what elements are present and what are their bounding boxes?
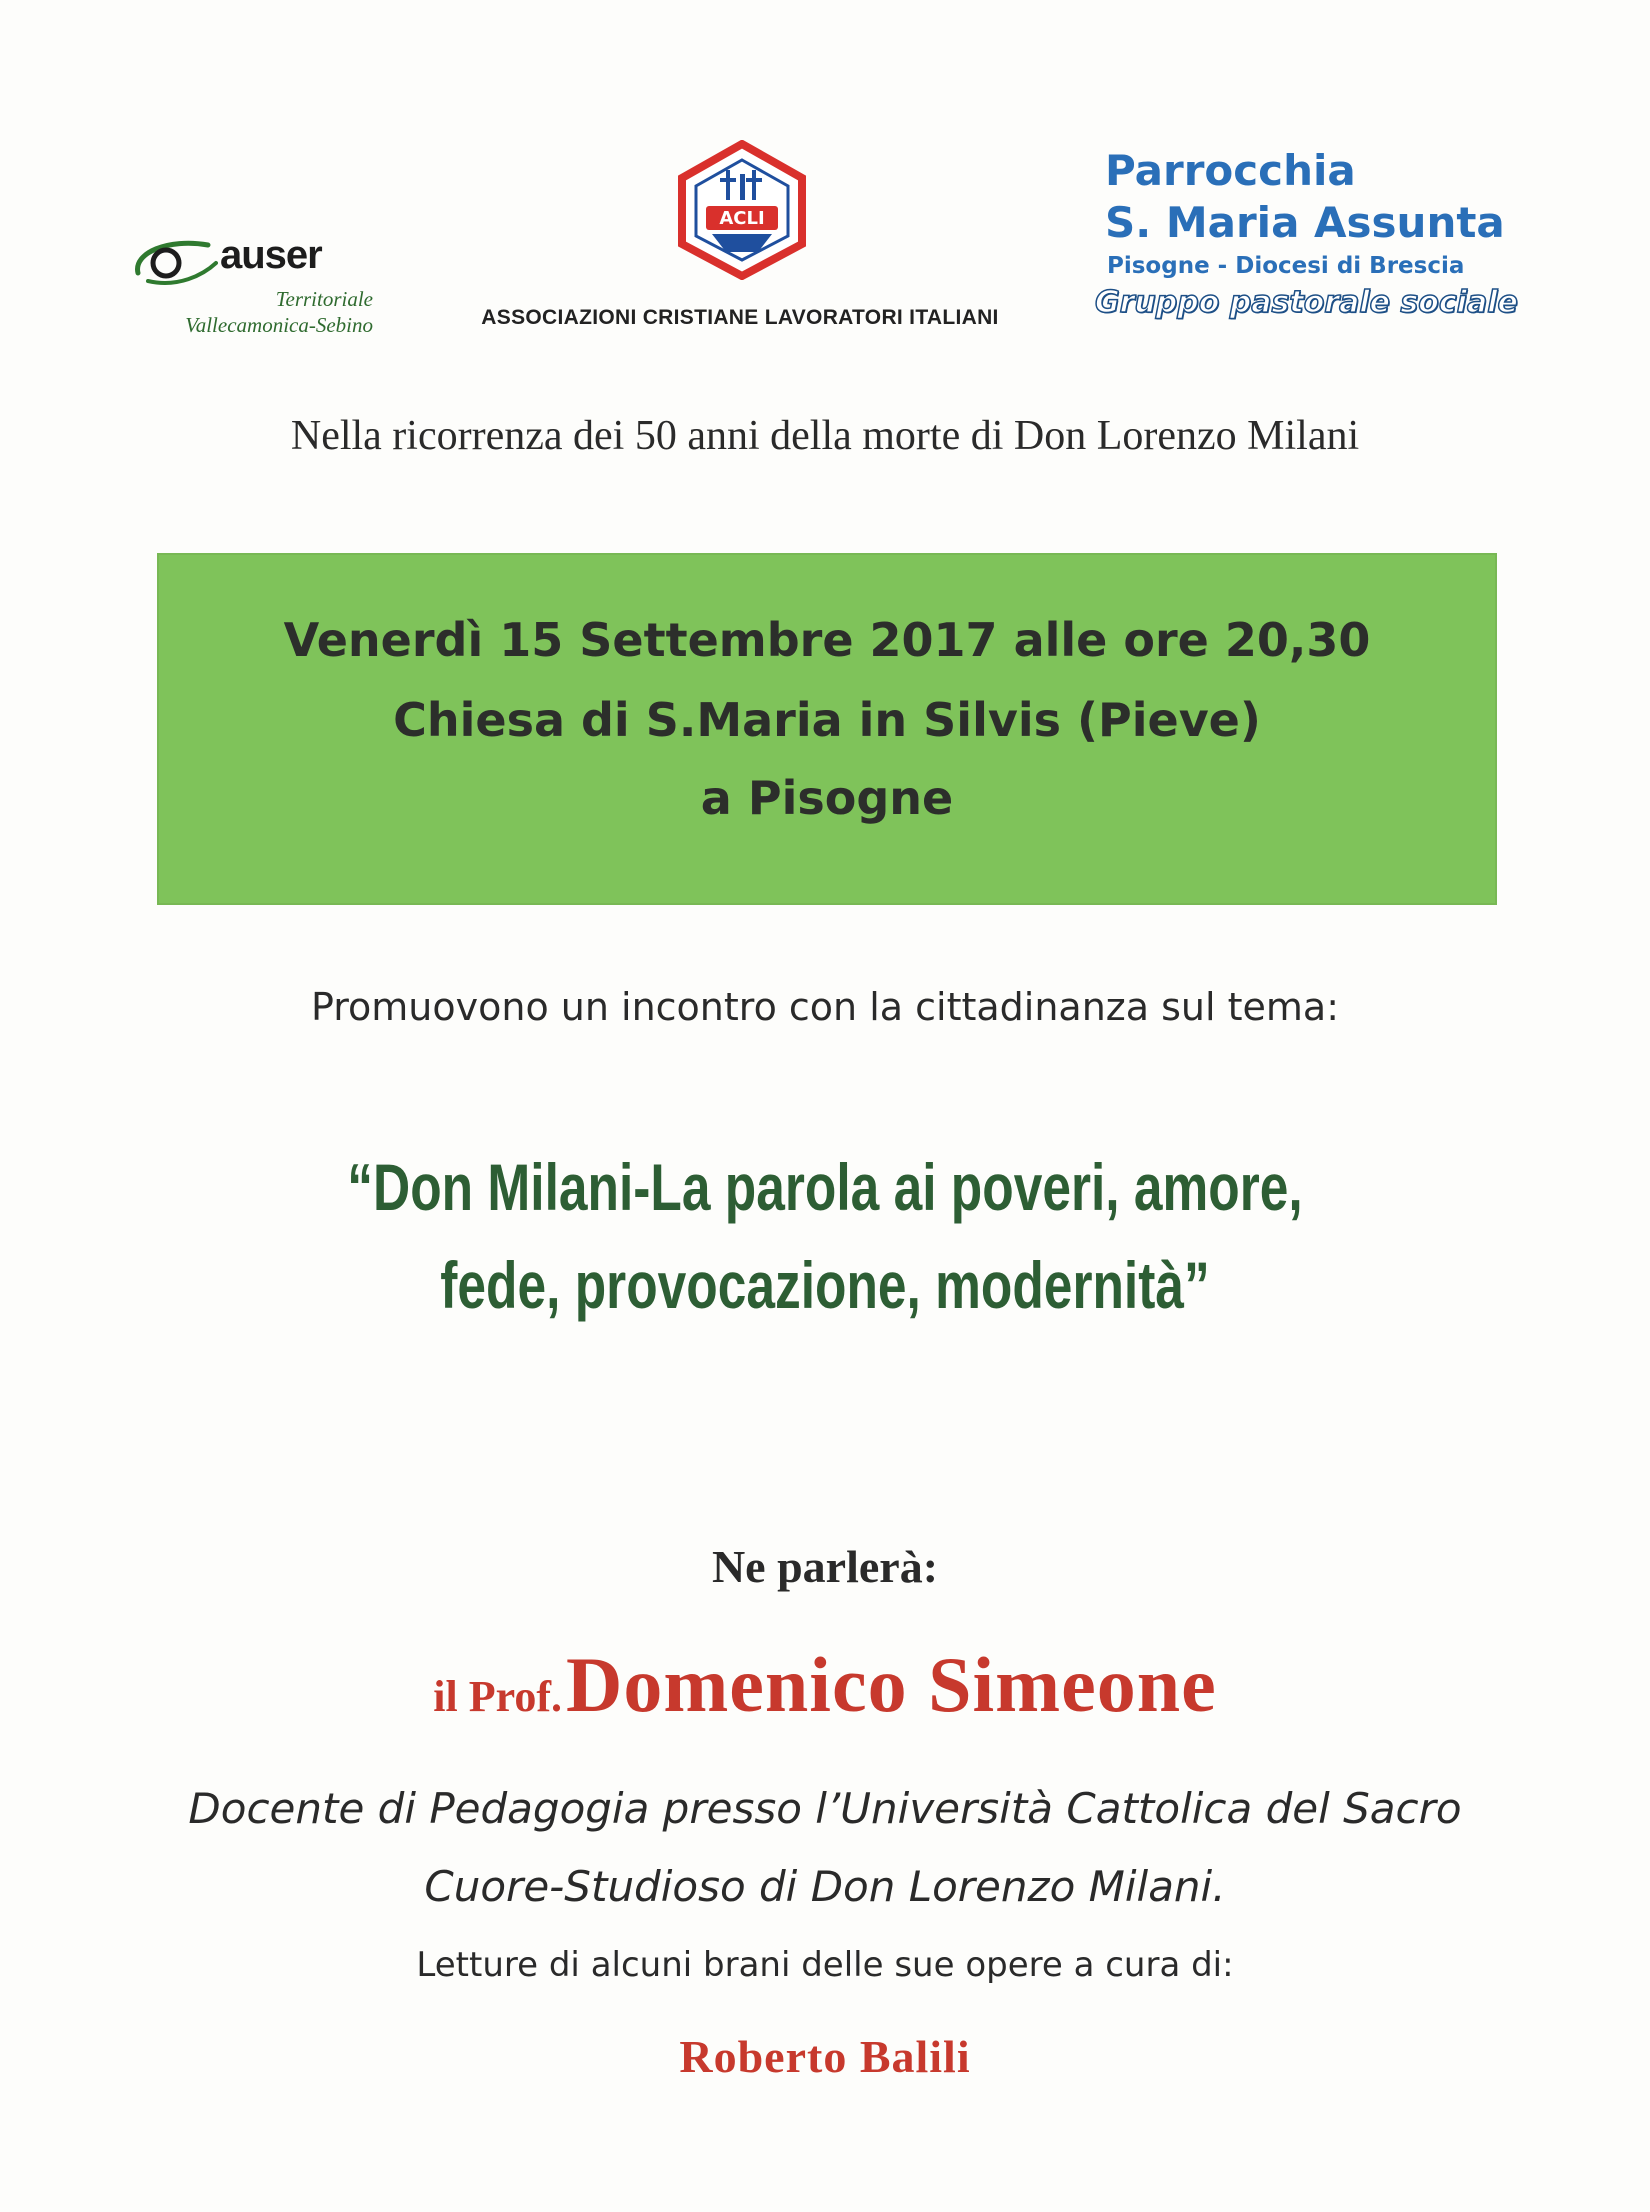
promotion-line: Promuovono un incontro con la cittadinanza sul tema: <box>310 985 1340 1029</box>
auser-swoosh-icon <box>128 233 218 293</box>
role-line-1: Docente di Pedagogia presso l’Università Cattolica del Sacro <box>188 1784 1462 1833</box>
acli-emblem-icon <box>672 140 812 280</box>
auser-name: auser <box>220 233 322 277</box>
parish-logo <box>1095 145 1595 323</box>
event-town: a Pisogne <box>700 771 954 825</box>
acli-emblem-text: ACLI <box>719 208 765 229</box>
theme-line-2: fede, provocazione, modernità” <box>440 1248 1210 1322</box>
event-venue: Chiesa di S.Maria in Silvis (Pieve) <box>393 693 1261 747</box>
speaker-intro: Ne parlerà: <box>711 1541 939 1592</box>
acli-tagline: ASSOCIAZIONI CRISTIANE LAVORATORI ITALIANI <box>481 306 999 329</box>
speaker-name: Domenico Simeone <box>565 1641 1217 1728</box>
acli-logo <box>450 140 1030 340</box>
anniversary-line: Nella ricorrenza dei 50 anni della morte di Don Lorenzo Milani <box>290 413 1360 459</box>
event-details-box <box>157 553 1497 905</box>
event-date-time: Venerdì 15 Settembre 2017 alle ore 20,30 <box>283 613 1371 667</box>
speaker-role <box>0 1770 1650 1926</box>
auser-logo <box>128 215 378 345</box>
meeting-theme <box>182 1138 1469 1334</box>
speaker-prefix: il Prof. <box>433 1672 562 1721</box>
readings-line: Letture di alcuni brani delle sue opere a cura di: <box>416 1945 1234 1985</box>
parish-title: Parrocchia <box>1105 146 1356 195</box>
parish-name: S. Maria Assunta <box>1105 198 1505 247</box>
theme-line-1: “Don Milani-La parola ai poveri, amore, <box>347 1150 1303 1224</box>
role-line-2: Cuore-Studioso di Don Lorenzo Milani. <box>424 1862 1226 1911</box>
auser-subtitle-area: Vallecamonica-Sebino <box>185 313 373 337</box>
parish-group: Gruppo pastorale sociale <box>1095 285 1518 320</box>
auser-subtitle-territoriale: Territoriale <box>275 287 373 311</box>
reader-name: Roberto Balili <box>679 2031 971 2082</box>
parish-diocese: Pisogne - Diocesi di Brescia <box>1107 253 1465 279</box>
speaker-line <box>0 1640 1650 1730</box>
